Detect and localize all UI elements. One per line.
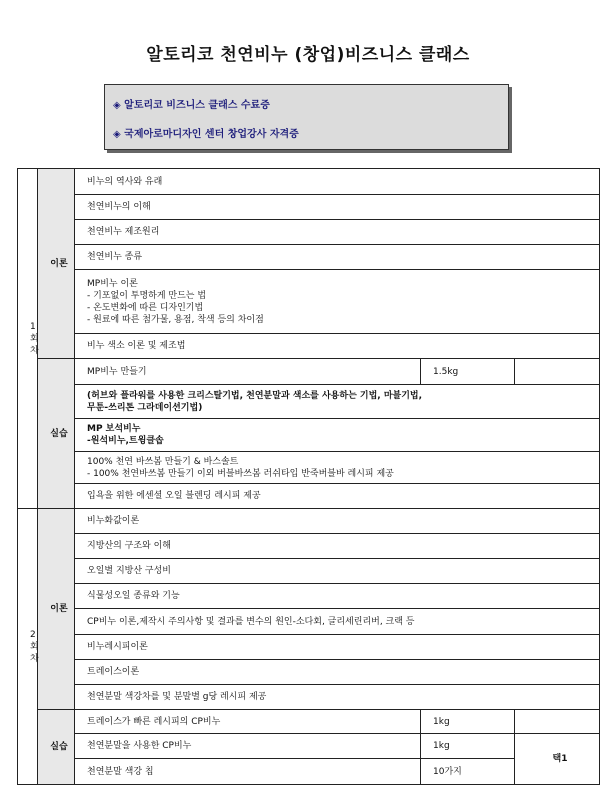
s2-theory-item: 지방산의 구조와 이해 — [75, 534, 600, 559]
s1-mp-techniques: (허브와 플라워를 사용한 크리스탈기법, 천연분말과 색소를 사용하는 기법, 마블기법, 무툰-쓰리톤 그라데이션기법) — [75, 385, 600, 419]
s2-practice-amount: 1kg — [421, 734, 515, 759]
empty-cell — [515, 359, 600, 385]
s1-mp-theory: MP비누 이론 - 기포없이 투명하게 만드는 법 - 온도변화에 따른 디자인기법 - 원료에 따른 첨가물, 용점, 착색 등의 차이점 — [75, 270, 600, 334]
s1-theory-item: 천연비누의 이해 — [75, 195, 600, 220]
s2-practice-item: 천연분말을 사용한 CP비누 — [75, 734, 421, 759]
s1-theory-item: 비누의 역사와 유래 — [75, 169, 600, 195]
certificate-box — [104, 84, 509, 150]
curriculum-table — [17, 168, 600, 785]
s2-theory-item: CP비누 이론,제작시 주의사항 및 결과를 변수의 원인-소다회, 글리세린리버, 크랙 등 — [75, 609, 600, 635]
s2-theory-item: 천연분말 색강차를 및 분말별 g당 레시피 제공 — [75, 685, 600, 710]
s2-theory-item: 비누화값이론 — [75, 509, 600, 534]
s2-theory-item: 오일별 지방산 구성비 — [75, 559, 600, 584]
s1-oil-blending: 입욕을 위한 에센셜 오일 블렌딩 레시피 제공 — [75, 484, 600, 509]
s2-choice-note: 택1 — [515, 734, 600, 785]
session-1-theory-label: 이론 — [38, 169, 75, 359]
s1-bath-bomb: 100% 천연 바쓰봄 만들기 & 바스솔트 - 100% 천연바쓰봄 만들기 이외 버블바쓰봄 러쉬타입 반죽버블바 레시피 제공 — [75, 452, 600, 484]
page-title: 알토리코 천연비누 (창업)비즈니스 클래스 — [146, 45, 470, 65]
s2-theory-item: 트레이스이론 — [75, 660, 600, 685]
s2-practice-amount: 10가지 — [421, 759, 515, 785]
s1-mp-amount: 1.5kg — [421, 359, 515, 385]
s2-theory-item: 비누레시피이론 — [75, 635, 600, 660]
s1-theory-item: 천연비누 제조원리 — [75, 220, 600, 245]
certificate-1: ◈ 알토리코 비즈니스 클래스 수료증 — [113, 100, 270, 111]
session-1-label: 1 회 차 — [18, 169, 38, 509]
session-2-practice-label: 실습 — [38, 710, 75, 785]
s2-practice-item: 트레이스가 빠른 레시피의 CP비누 — [75, 710, 421, 734]
session-2-label: 2 회 차 — [18, 509, 38, 785]
s1-color-theory: 비누 색소 이론 및 제조법 — [75, 334, 600, 359]
s2-practice-amount: 1kg — [421, 710, 515, 734]
s2-theory-item: 식물성오일 종류와 기능 — [75, 584, 600, 609]
s1-theory-item: 천연비누 종류 — [75, 245, 600, 270]
s1-gem-soap: MP 보석비누 -원석비누,트윙클솝 — [75, 419, 600, 452]
s1-mp-making: MP비누 만들기 — [75, 359, 421, 385]
empty-cell — [515, 710, 600, 734]
s2-practice-item: 천연분말 색강 칩 — [75, 759, 421, 785]
session-1-practice-label: 실습 — [38, 359, 75, 509]
session-2-theory-label: 이론 — [38, 509, 75, 710]
certificate-2: ◈ 국제아로마디자인 센터 창업강사 자격증 — [113, 129, 299, 140]
